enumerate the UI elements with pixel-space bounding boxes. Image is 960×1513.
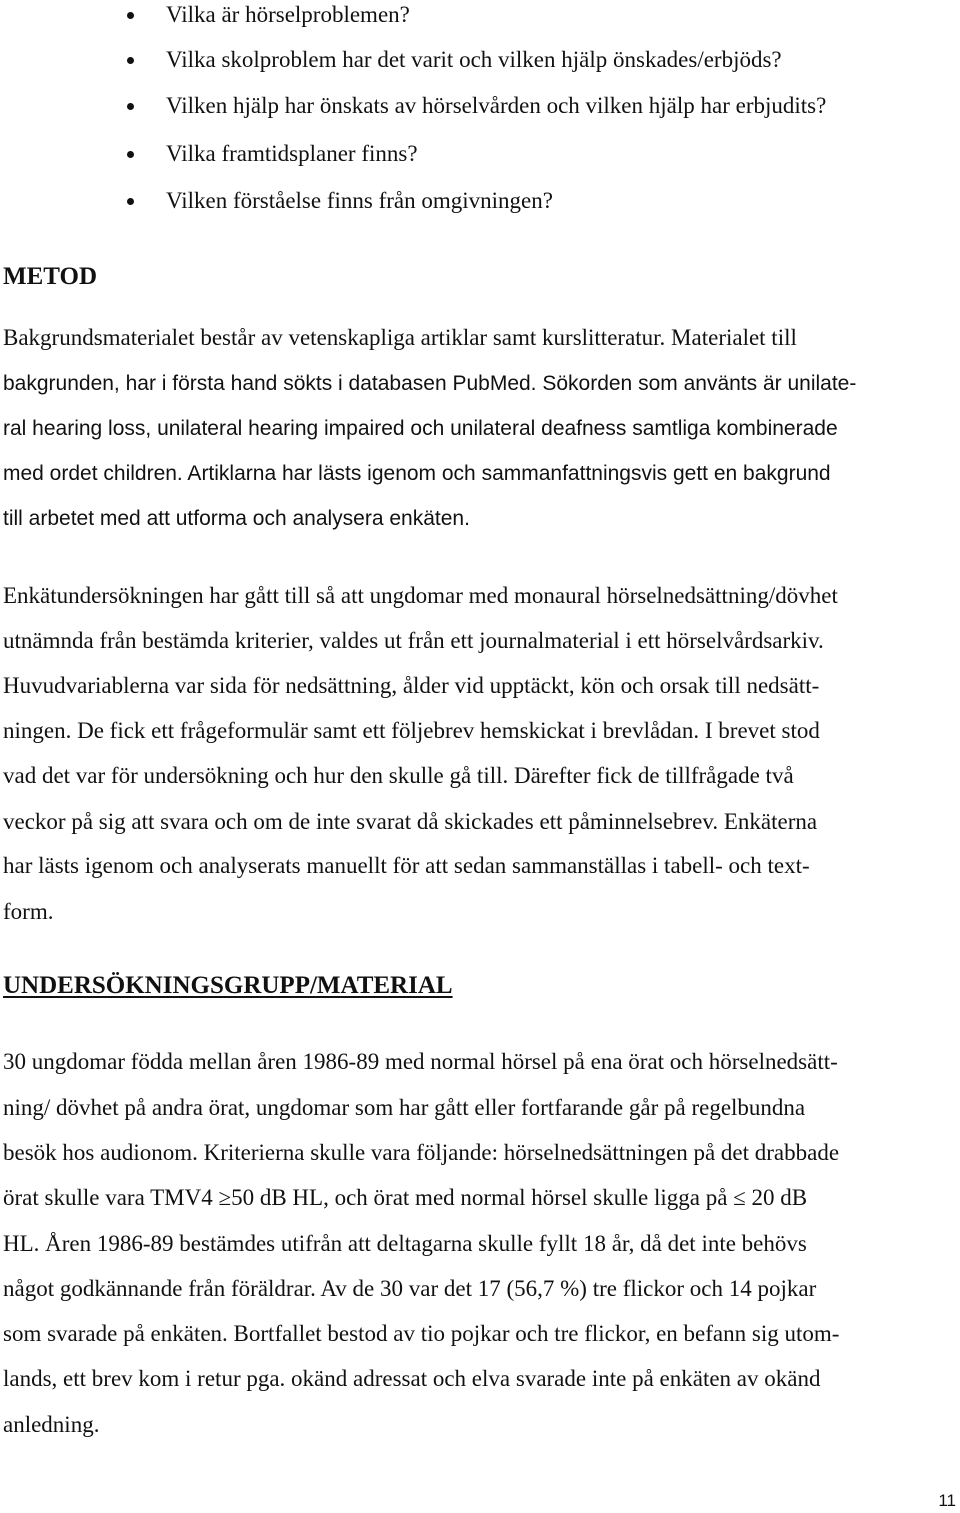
bullet-dot <box>127 12 134 19</box>
bullet-dot <box>127 103 134 110</box>
section-heading-undersokningsgrupp: UNDERSÖKNINGSGRUPP/MATERIAL <box>3 972 453 999</box>
paragraph-line: bakgrunden, har i första hand sökts i databasen PubMed. Sökorden som använts är unilate- <box>3 372 857 395</box>
paragraph-line: 30 ungdomar födda mellan åren 1986-89 med normal hörsel på ena örat och hörselnedsätt- <box>3 1049 838 1074</box>
paragraph-line: med ordet children. Artiklarna har lästs igenom och sammanfattningsvis gett en bakgrund <box>3 462 831 485</box>
bullet-dot <box>127 198 134 205</box>
bullet-text: Vilka framtidsplaner finns? <box>166 141 418 166</box>
paragraph-line: vad det var för undersökning och hur den skulle gå till. Därefter fick de tillfrågade två <box>3 763 794 788</box>
paragraph-line: ningen. De fick ett frågeformulär samt ett följebrev hemskickat i brevlådan. I brevet stod <box>3 718 820 743</box>
bullet-text: Vilken förståelse finns från omgivningen? <box>166 188 553 213</box>
paragraph-line: ral hearing loss, unilateral hearing impaired och unilateral deafness samtliga kombinerade <box>3 417 838 440</box>
paragraph-line: lands, ett brev kom i retur pga. okänd adressat och elva svarade inte på enkäten av okänd <box>3 1366 821 1391</box>
bullet-dot <box>127 57 134 64</box>
bullet-text: Vilken hjälp har önskats av hörselvården och vilken hjälp har erbjudits? <box>166 93 827 118</box>
paragraph-line: som svarade på enkäten. Bortfallet bestod av tio pojkar och tre flickor, en befann sig utom- <box>3 1321 840 1346</box>
paragraph-line: Bakgrundsmaterialet består av vetenskapliga artiklar samt kurslitteratur. Materialet till <box>3 325 797 350</box>
paragraph-line: Enkätundersökningen har gått till så att ungdomar med monaural hörselnedsättning/dövhet <box>3 583 838 608</box>
paragraph-line: Huvudvariablerna var sida för nedsättning, ålder vid upptäckt, kön och orsak till nedsätt- <box>3 673 820 698</box>
paragraph-line: utnämnda från bestämda kriterier, valdes ut från ett journalmaterial i ett hörselvårdsarkiv. <box>3 628 824 653</box>
paragraph-line: besök hos audionom. Kriterierna skulle vara följande: hörselnedsättningen på det drabbade <box>3 1140 840 1165</box>
paragraph-line: HL. Åren 1986-89 bestämdes utifrån att deltagarna skulle fyllt 18 år, då det inte behövs <box>3 1231 807 1256</box>
bullet-text: Vilka skolproblem har det varit och vilken hjälp önskades/erbjöds? <box>166 47 782 72</box>
paragraph-line: ning/ dövhet på andra örat, ungdomar som har gått eller fortfarande går på regelbundna <box>3 1095 806 1120</box>
paragraph-line: form. <box>3 899 54 924</box>
paragraph-line: har lästs igenom och analyserats manuellt för att sedan sammanställas i tabell- och text- <box>3 853 810 878</box>
bullet-dot <box>127 151 134 158</box>
paragraph-line: örat skulle vara TMV4 ≥50 dB HL, och örat med normal hörsel skulle ligga på ≤ 20 dB <box>3 1185 808 1210</box>
section-heading-metod: METOD <box>3 263 97 290</box>
paragraph-line: veckor på sig att svara och om de inte svarat då skickades ett påminnelsebrev. Enkäterna <box>3 809 818 834</box>
bullet-text: Vilka är hörselproblemen? <box>166 2 410 27</box>
page-number: 11 <box>938 1491 956 1510</box>
paragraph-line: anledning. <box>3 1412 100 1437</box>
paragraph-line: till arbetet med att utforma och analysera enkäten. <box>3 507 470 530</box>
paragraph-line: något godkännande från föräldrar. Av de 30 var det 17 (56,7 %) tre flickor och 14 pojkar <box>3 1276 817 1301</box>
